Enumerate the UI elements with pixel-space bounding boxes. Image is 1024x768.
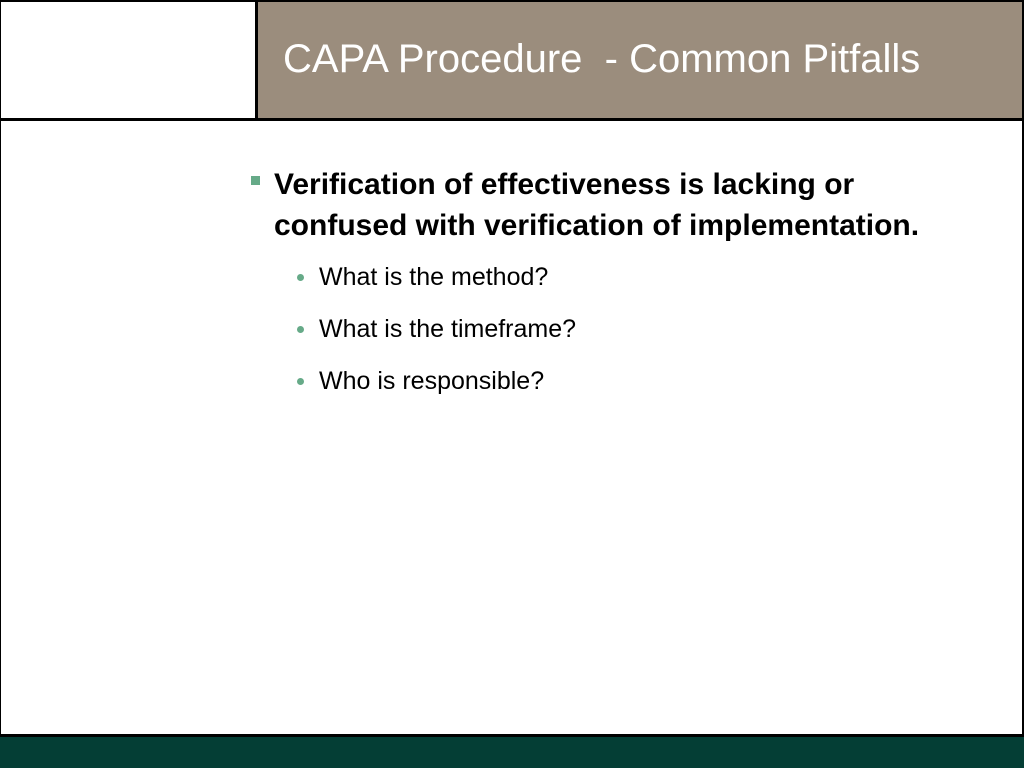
slide-title: CAPA Procedure - Common Pitfalls — [283, 37, 921, 81]
logo-area — [1, 2, 255, 118]
sub-bullet-list — [248, 259, 968, 415]
round-bullet-icon — [297, 326, 304, 333]
slide-body — [248, 164, 968, 415]
main-bullet-item — [248, 164, 968, 246]
main-bullet-text: Verification of effectiveness is lacking or confused with verification of implementation. — [274, 168, 920, 242]
round-bullet-icon — [297, 378, 304, 385]
sub-bullet-item — [296, 363, 968, 415]
sub-bullet-text: What is the method? — [319, 263, 549, 291]
round-bullet-icon — [297, 274, 304, 281]
sub-bullet-item — [296, 311, 968, 363]
square-bullet-icon — [251, 176, 260, 185]
sub-bullet-item — [296, 259, 968, 311]
footer-band — [0, 734, 1024, 768]
sub-bullet-text: What is the timeframe? — [319, 315, 577, 343]
sub-bullet-text: Who is responsible? — [319, 367, 545, 395]
header-rule — [0, 118, 1024, 121]
